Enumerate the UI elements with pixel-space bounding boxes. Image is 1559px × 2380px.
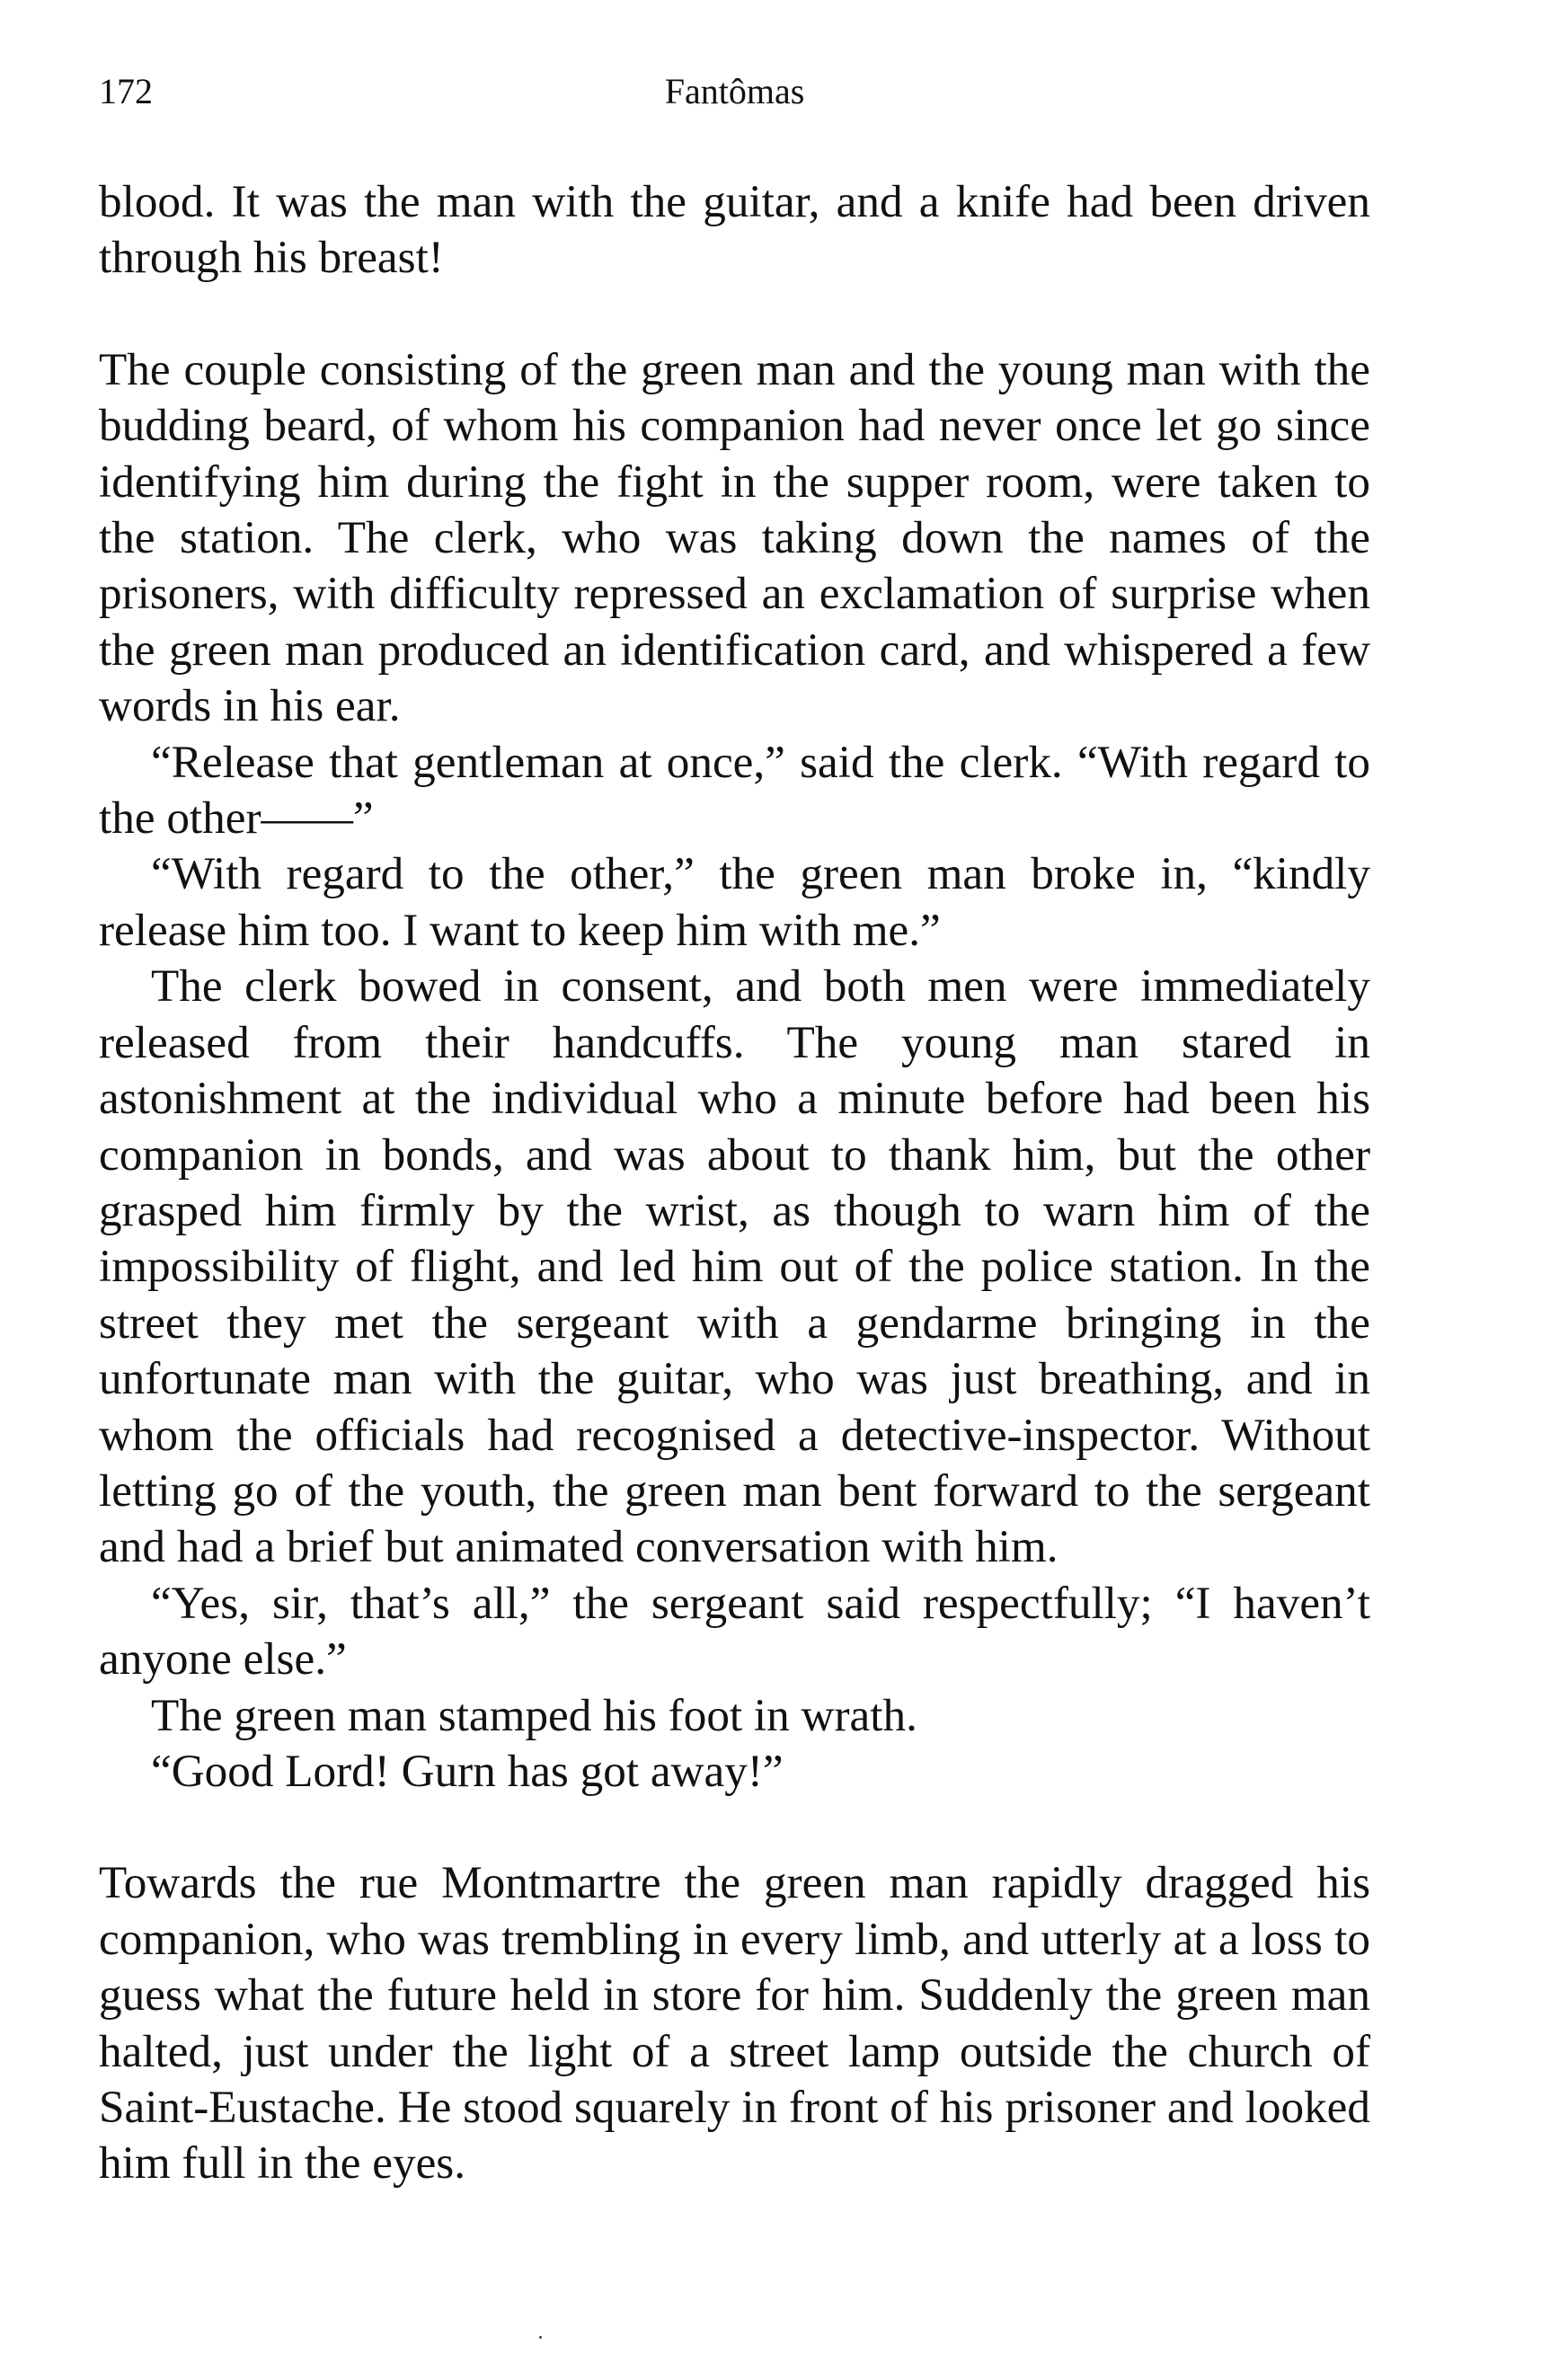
paragraph: The clerk bowed in consent, and both men were immediately released from their handcuffs. The young man stared in astonishment at the individual who a minute before had been his companion in bonds, and was about to thank him, but the other grasped him firmly by the wrist, as though to warn him of the impossibility of flight, and led him out of the police station. In the street they met the sergeant with a gendarme bringing in the unfortunate man with the guitar, who was just breathing, and in whom the officials had recognised a detective-inspector. Without letting go of the youth, the green man bent forward to the sergeant and had a brief but animated conversation with him. [99, 960, 1370, 1573]
paragraph: Towards the rue Montmartre the green man rapidly dragged his companion, who was trembling in every limb, and utterly at a loss to guess what the future held in store for him. Suddenly the green man halted, just under the light of a street lamp outside the church of Saint-Eustache. He stood squarely in front of his prisoner and looked him full in the eyes. [99, 1857, 1370, 2190]
paragraph-dialogue: “With regard to the other,” the green man broke in, “kindly release him too. I want to keep him with me.” [99, 848, 1370, 956]
paragraph: The couple consisting of the green man and the young man with the budding beard, of whom his companion had never once let go since identifying him during the fight in the supper room, were taken to the station. The clerk, who was taking down the names of the prisoners, with difficulty repressed an exclamation of surprise when the green man produced an identification card, and whispered a few words in his ear. [99, 343, 1370, 732]
body-text [99, 174, 1370, 2192]
scan-specks [539, 2336, 548, 2345]
paragraph-dialogue: “Release that gentleman at once,” said the clerk. “With regard to the other——” [99, 736, 1370, 845]
book-title: Fantômas [664, 71, 805, 111]
paragraph-continued: blood. It was the man with the guitar, and a knife had been driven through his breast! [99, 176, 1370, 284]
running-head [99, 65, 1370, 119]
paragraph-dialogue: “Good Lord! Gurn has got away!” [151, 1745, 784, 1797]
page-number: 172 [99, 71, 153, 111]
paragraph-dialogue: “Yes, sir, that’s all,” the sergeant said respectfully; “I haven’t anyone else.” [99, 1577, 1370, 1685]
paragraph: The green man stamped his foot in wrath. [151, 1689, 917, 1741]
